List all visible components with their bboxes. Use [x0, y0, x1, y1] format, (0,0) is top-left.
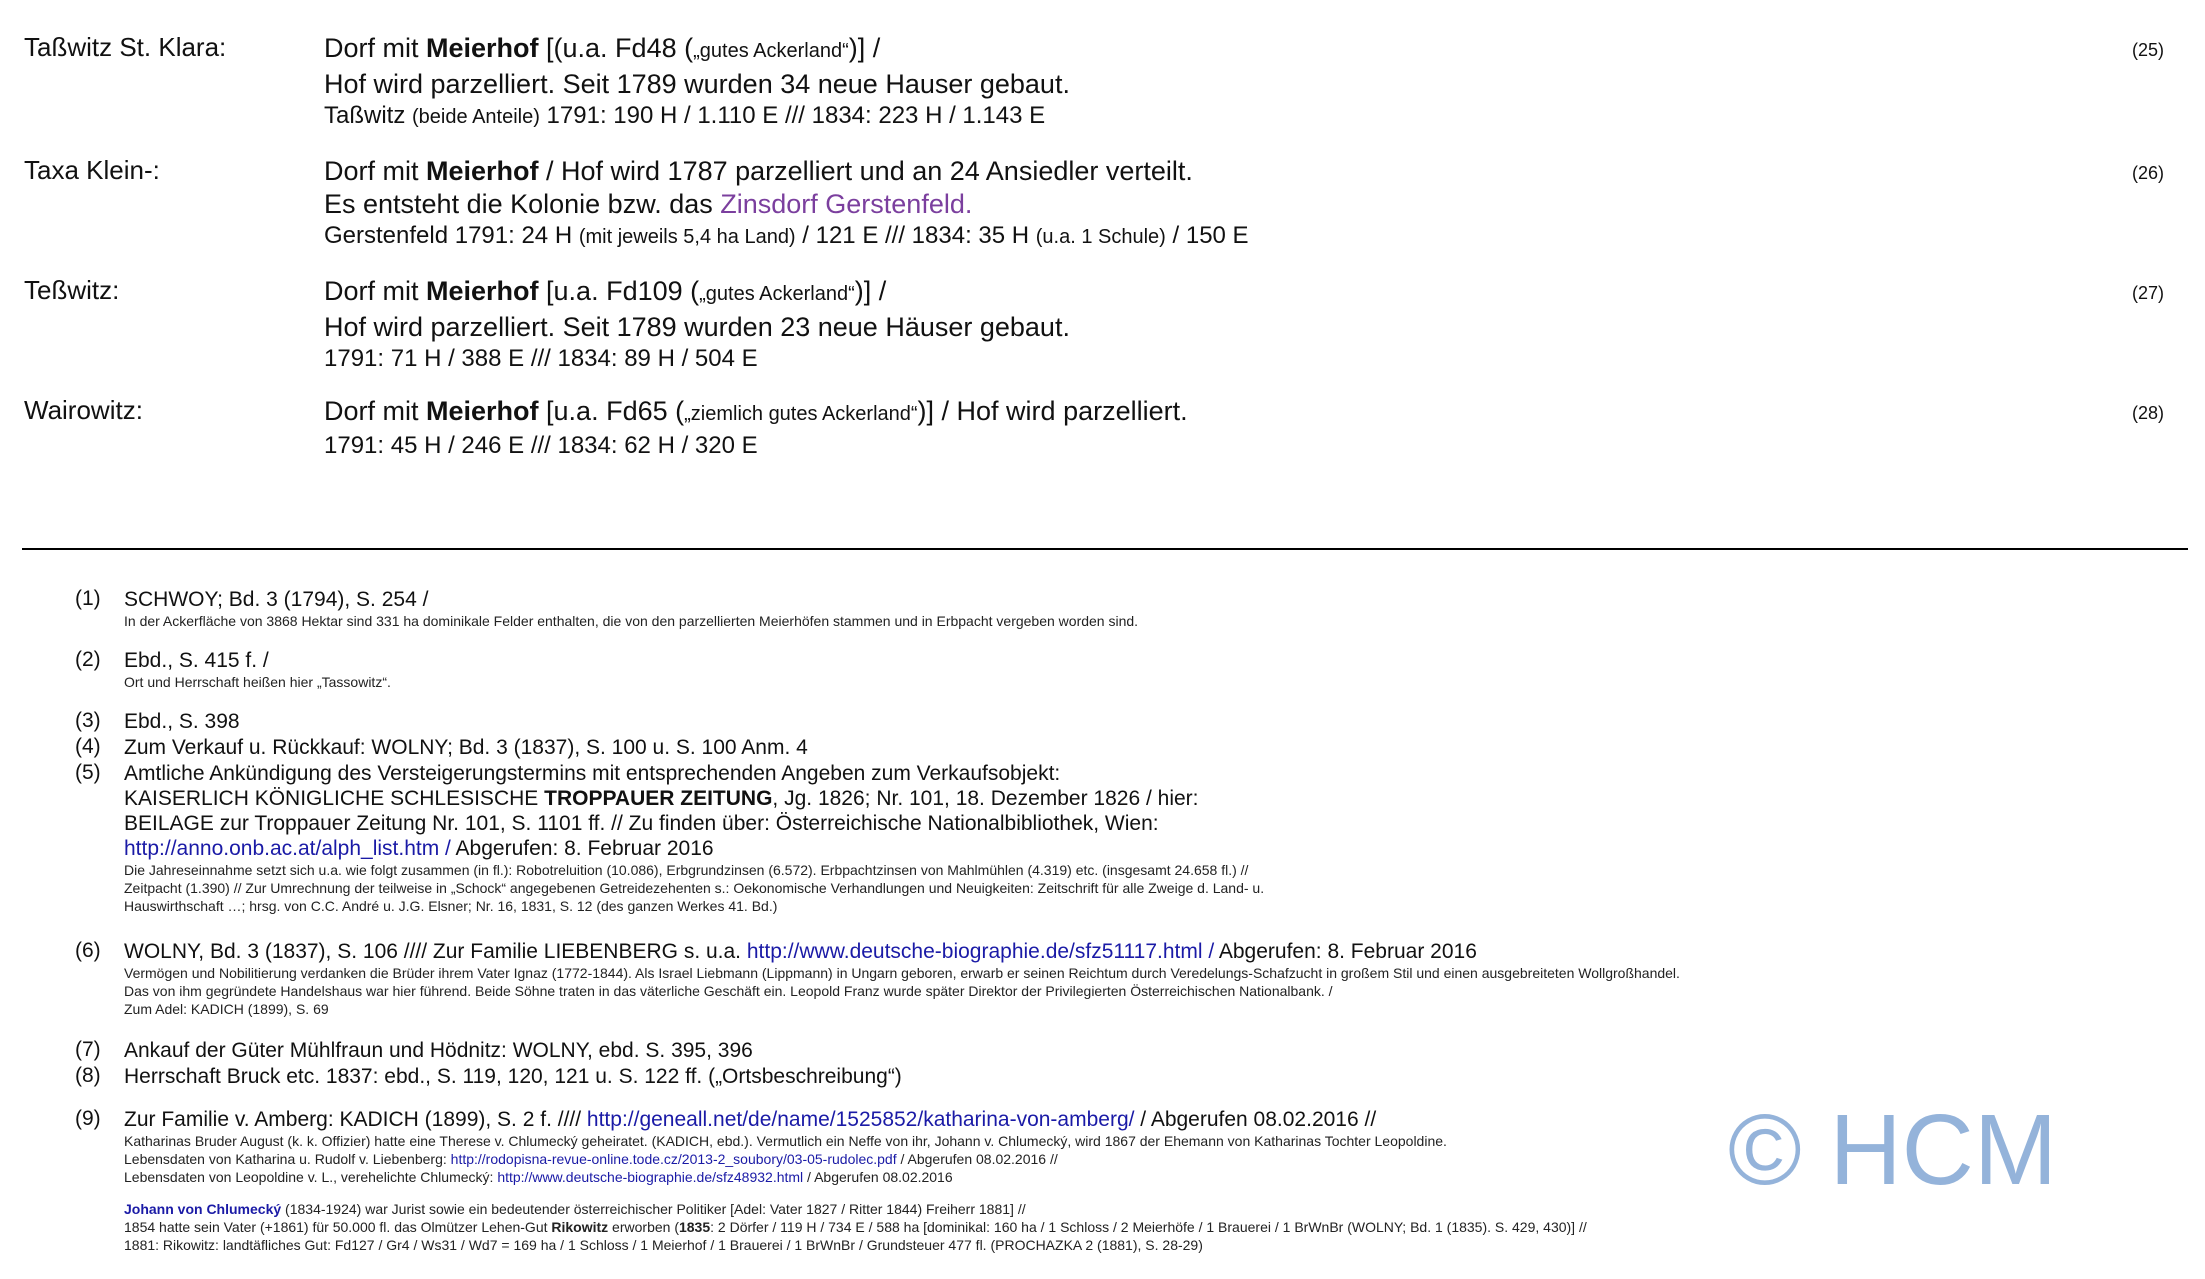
footnote-small-line: In der Ackerfläche von 3868 Hektar sind 331 ha dominikale Felder enthalten, die von den parzellierten Meierhöfen stammen und in Erbpacht vergeben worden sind. — [124, 613, 1139, 629]
footnote-body — [124, 939, 1680, 1018]
place-name: Teßwitz: — [24, 275, 120, 305]
entry-line-3: 1791: 71 H / 388 E /// 1834: 89 H / 504 E — [324, 345, 758, 372]
footnote-body — [124, 709, 240, 734]
footnote-line: KAISERLICH KÖNIGLICHE SCHLESISCHE TROPPAUER ZEITUNG, Jg. 1826; Nr. 101, 18. Dezember 1826 / hier: — [124, 787, 1199, 810]
entry-body — [324, 275, 1070, 374]
footnote-line: Zum Verkauf u. Rückkauf: WOLNY; Bd. 3 (1837), S. 100 u. S. 100 Anm. 4 — [124, 736, 808, 759]
entry-line-2: Hof wird parzelliert. Seit 1789 wurden 23 neue Häuser gebaut. — [324, 312, 1070, 342]
footnote-body — [124, 1107, 1587, 1254]
place-name: Wairowitz: — [24, 395, 143, 425]
entry-number: (25) — [2131, 40, 2164, 60]
footnote-small-line: Das von ihm gegründete Handelshaus war hier führend. Beide Söhne traten in das väterliche Geschäft ein. Leopold Franz wurde später Direktor der Privilegierten Österreichischen Nationalbank. / — [124, 983, 1333, 999]
copyright-watermark: © HCM — [1728, 1094, 2058, 1206]
footnote-line: Herrschaft Bruck etc. 1837: ebd., S. 119, 120, 121 u. S. 122 ff. („Ortsbeschreibung“) — [124, 1065, 902, 1088]
footnote-number: (7) — [75, 1038, 101, 1061]
entry-body — [324, 32, 1070, 132]
entry-line-1: Dorf mit Meierhof [u.a. Fd109 („gutes Ackerland“)] / — [324, 276, 887, 306]
entry-line-2: 1791: 45 H / 246 E /// 1834: 62 H / 320 E — [324, 432, 758, 459]
entry-number: (27) — [2131, 283, 2164, 303]
footnote-number: (4) — [75, 735, 101, 758]
deutsche-biographie-link[interactable]: http://www.deutsche-biographie.de/sfz51117.html / — [746, 940, 1215, 963]
entry-line-2: Es entsteht die Kolonie bzw. das Zinsdorf Gerstenfeld. — [324, 189, 973, 219]
footnote-small-line: Johann von Chlumecký (1834-1924) war Jurist sowie ein bedeutender österreichischer Politiker [Adel: Vater 1827 / Ritter 1844) Freiherr 1881] // — [124, 1201, 1026, 1217]
footnote-small-line: 1881: Rikowitz: landtäfliches Gut: Fd127 / Gr4 / Ws31 / Wd7 = 169 ha / 1 Schloss / 1 Meierhof / 1 Brauerei / 1 BrWnBr / Grundsteuer 477 fl. (PROCHAZKA 2 (1881), S. 28-29) — [124, 1237, 1203, 1253]
anno-link[interactable]: http://anno.onb.ac.at/alph_list.htm / — [124, 837, 451, 860]
footnote-small-line: Hauswirthschaft …; hrsg. von C.C. André u. J.G. Elsner; Nr. 16, 1831, S. 12 (des ganzen Werkes 41. Bd.) — [124, 898, 778, 914]
footnote-body — [124, 587, 1138, 630]
footnote-line: Ankauf der Güter Mühlfraun und Hödnitz: WOLNY, ebd. S. 395, 396 — [124, 1039, 753, 1062]
footnote-line: http://anno.onb.ac.at/alph_list.htm / Abgerufen: 8. Februar 2016 — [124, 837, 714, 860]
footnote-number: (3) — [75, 709, 101, 732]
footnote-small-line: Lebensdaten von Katharina u. Rudolf v. Liebenberg: http://rodopisna-revue-online.tode.cz/2013-2_soubory/03-05-rudolec.pdf / Abgerufen 08.02.2016 // — [124, 1151, 1058, 1167]
place-name: Taxa Klein-: — [24, 155, 160, 185]
entry-number: (28) — [2131, 403, 2164, 423]
footnote-number: (5) — [75, 761, 101, 784]
entry-line-3: Taßwitz (beide Anteile) 1791: 190 H / 1.110 E /// 1834: 223 H / 1.143 E — [324, 102, 1046, 129]
footnote-number: (6) — [75, 939, 101, 962]
footnote-body — [124, 1038, 753, 1063]
footnote-small-line: Zum Adel: KADICH (1899), S. 69 — [124, 1001, 329, 1017]
footnote-number: (8) — [75, 1064, 101, 1087]
footnote-body — [124, 761, 1264, 915]
footnote-number: (1) — [75, 587, 101, 610]
footnote-number: (9) — [75, 1107, 101, 1130]
footnote-line: Zur Familie v. Amberg: KADICH (1899), S. 2 f. //// http://geneall.net/de/name/1525852/katharina-von-amberg/ / Abgerufen 08.02.2016 // — [124, 1108, 1377, 1131]
geneall-link[interactable]: http://geneall.net/de/name/1525852/katharina-von-amberg/ — [586, 1108, 1135, 1131]
footnote-small-line: 1854 hatte sein Vater (+1861) für 50.000 fl. das Olmützer Lehen-Gut Rikowitz erworben (1835: 2 Dörfer / 119 H / 734 E / 588 ha [dominikal: 160 ha / 1 Schloss / 2 Meierhöfe / 1 Brauerei / 1 BrWnBr (WOLNY; Bd. 1 (1835). S. 429, 430)] // — [124, 1219, 1587, 1235]
footnote-line: Ebd., S. 398 — [124, 710, 240, 733]
footnote-line: SCHWOY; Bd. 3 (1794), S. 254 / — [124, 588, 429, 611]
footnote-line: BEILAGE zur Troppauer Zeitung Nr. 101, S. 1101 ff. // Zu finden über: Österreichische Nationalbibliothek, Wien: — [124, 812, 1159, 835]
entry-number: (26) — [2131, 163, 2164, 183]
spacer — [124, 1186, 1587, 1200]
footnote-line: Ebd., S. 415 f. / — [124, 649, 269, 672]
entry-line-2: Hof wird parzelliert. Seit 1789 wurden 34 neue Hauser gebaut. — [324, 69, 1070, 99]
footnote-body — [124, 1064, 902, 1089]
footnote-divider — [22, 548, 2188, 550]
place-name: Taßwitz St. Klara: — [24, 32, 227, 62]
footnote-small-line: Lebensdaten von Leopoldine v. L., verehelichte Chlumecký: http://www.deutsche-biographie.de/sfz48932.html / Abgerufen 08.02.2016 — [124, 1169, 953, 1185]
entry-line-1: Dorf mit Meierhof / Hof wird 1787 parzelliert und an 24 Ansiedler verteilt. — [324, 156, 1193, 186]
rodopisna-link[interactable]: http://rodopisna-revue-online.tode.cz/2013-2_soubory/03-05-rudolec.pdf — [450, 1151, 897, 1167]
zinsdorf-link[interactable]: Zinsdorf Gerstenfeld. — [720, 189, 973, 219]
footnote-small-line: Zeitpacht (1.390) // Zur Umrechnung der teilweise in „Schock“ angegebenen Getreidezehenten s.: Oekonomische Verhandlungen und Neuigkeiten: Zeitschrift für alle Zweige d. Land- u. — [124, 880, 1265, 896]
footnote-line: WOLNY, Bd. 3 (1837), S. 106 //// Zur Familie LIEBENBERG s. u.a. http://www.deutsche-biographie.de/sfz51117.html / Abgerufen: 8. Februar 2016 — [124, 940, 1477, 963]
footnote-small-line: Ort und Herrschaft heißen hier „Tassowitz“. — [124, 674, 391, 690]
footnote-small-line: Die Jahreseinnahme setzt sich u.a. wie folgt zusammen (in fl.): Robotreluition (10.086), Erbgrundzinsen (6.572). Erbpachtzinsen von Mahlmühlen (4.319) etc. (insgesamt 24.658 fl.) // — [124, 862, 1249, 878]
entry-body — [324, 155, 1249, 252]
footnote-body — [124, 648, 391, 691]
deutsche-biographie-link-2[interactable]: http://www.deutsche-biographie.de/sfz48932.html — [497, 1169, 804, 1185]
entry-line-1: Dorf mit Meierhof [(u.a. Fd48 („gutes Ackerland“)] / — [324, 33, 881, 63]
entry-line-3: Gerstenfeld 1791: 24 H (mit jeweils 5,4 ha Land) / 121 E /// 1834: 35 H (u.a. 1 Schule) / 150 E — [324, 222, 1249, 249]
entry-body — [324, 395, 1188, 461]
footnote-small-line: Vermögen und Nobilitierung verdanken die Brüder ihrem Vater Ignaz (1772-1844). Als Israel Liebmann (Lippmann) in Ungarn geboren, erwarb er seinen Reichtum durch Veredelungs-Schafzucht in großem Stil und einen ausgebreiteten Wollgroßhandel. — [124, 965, 1680, 981]
footnote-number: (2) — [75, 648, 101, 671]
footnote-small-line: Katharinas Bruder August (k. k. Offizier) hatte eine Therese v. Chlumecký geheiratet. (KADICH, ebd.). Vermutlich ein Neffe von ihr, Johann v. Chlumecký, wird 1867 der Ehemann von Katharinas Tochter Leopoldine. — [124, 1133, 1447, 1149]
entry-line-1: Dorf mit Meierhof [u.a. Fd65 („ziemlich gutes Ackerland“)] / Hof wird parzelliert. — [324, 396, 1188, 426]
footnote-line: Amtliche Ankündigung des Versteigerungstermins mit entsprechenden Angeben zum Verkaufsobjekt: — [124, 762, 1061, 785]
footnote-body — [124, 735, 808, 760]
